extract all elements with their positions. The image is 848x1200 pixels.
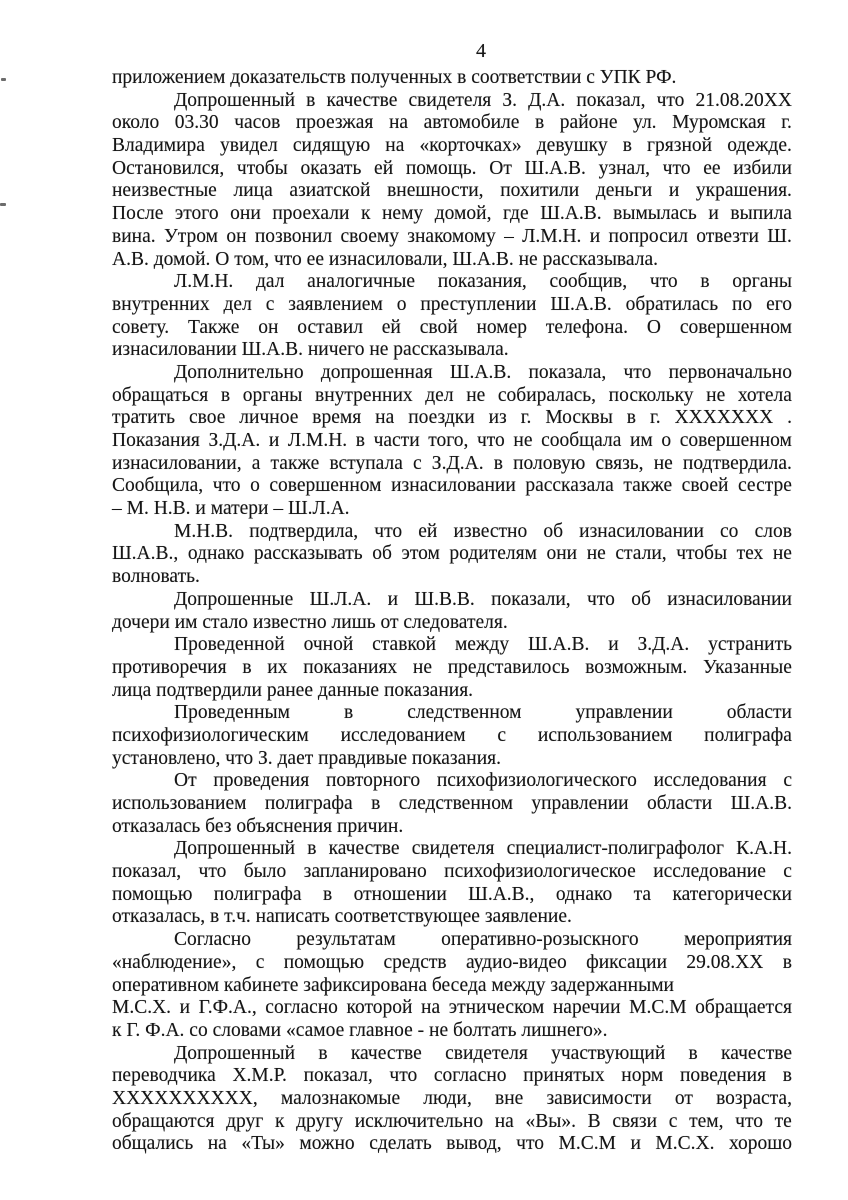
paragraph — [112, 838, 792, 929]
text-line: Сообщила, что о совершенном изнасиловании рассказала также своей сестре — [112, 475, 792, 497]
text-line: обращаются друг к другу исключительно на «Вы». В связи с тем, что те — [112, 1110, 792, 1132]
text-line: После этого они проехали к нему домой, где Ш.А.В. вымылась и выпила — [112, 203, 792, 225]
text-line: ХХХХХХХХХХ, малознакомые люди, вне зависимости от возраста, — [112, 1087, 792, 1109]
text-line: изнасиловании, а также вступала с З.Д.А. в половую связь, не подтвердила. — [112, 452, 792, 474]
text-line: Владимира увидел сидящую на «корточках» девушку в грязной одежде. — [112, 135, 792, 157]
text-line: обращаться в органы внутренних дел не собиралась, поскольку не хотела — [112, 384, 792, 406]
text-line: отказалась без объяснения причин. — [112, 815, 404, 837]
paragraph — [112, 67, 792, 90]
paragraph — [112, 271, 792, 362]
text-line: Допрошенный в качестве свидетеля З. Д.А. показал, что 21.08.20ХХ — [174, 89, 792, 111]
text-line: около 03.30 часов проезжая на автомобиле в районе ул. Муромская г. — [112, 112, 792, 134]
text-line: лица подтвердили ранее данные показания. — [112, 679, 474, 701]
text-line: Л.М.Н. дал аналогичные показания, сообщив, что в органы — [174, 271, 792, 293]
text-line: Допрошенные Ш.Л.А. и Ш.В.В. показали, что об изнасиловании — [174, 588, 792, 610]
text-line: Проведенным в следственном управлении области — [174, 702, 792, 724]
text-line: тратить свое личное время на поездки из г. Москвы в г. ХХХХХХХ . — [112, 407, 792, 429]
text-line: переводчика Х.М.Р. показал, что согласно принятых норм поведения в — [112, 1065, 792, 1087]
text-line: волновать. — [112, 566, 200, 588]
text-line: показал, что было запланировано психофизиологическое исследование с — [112, 861, 792, 883]
paragraph — [112, 702, 792, 770]
text-line: А.В. домой. О том, что ее изнасиловали, Ш.А.В. не рассказывала. — [112, 248, 658, 270]
text-line: психофизиологическим исследованием с использованием полиграфа — [112, 724, 792, 746]
page-number — [112, 40, 792, 63]
text-line: Ш.А.В., однако рассказывать об этом родителям они не стали, чтобы тех не — [112, 543, 792, 565]
text-line: внутренних дел с заявлением о преступлении Ш.А.В. обратилась по его — [112, 293, 792, 315]
paragraph — [112, 770, 792, 838]
text-line: изнасиловании Ш.А.В. ничего не рассказывала. — [112, 339, 509, 361]
text-line: Допрошенный в качестве свидетеля участвующий в качестве — [174, 1042, 792, 1064]
text-line: М.С.Х. и Г.Ф.А., согласно которой на этническом наречии М.С.М обращается — [112, 997, 792, 1019]
text-line: Дополнительно допрошенная Ш.А.В. показала, что первоначально — [174, 361, 792, 383]
text-line: установлено, что З. дает правдивые показания. — [112, 747, 501, 769]
paragraph — [112, 634, 792, 702]
text-line: М.Н.В. подтвердила, что ей известно об изнасиловании со слов — [174, 520, 792, 542]
text-line: Проведенной очной ставкой между Ш.А.В. и З.Д.А. устранить — [174, 634, 792, 656]
text-line: к Г. Ф.А. со словами «самое главное - не болтать лишнего». — [112, 1019, 608, 1041]
paragraph — [112, 521, 792, 589]
paragraph — [112, 589, 792, 634]
text-line: совету. Также он оставил ей свой номер телефона. О совершенном — [112, 316, 792, 338]
scan-speck — [0, 203, 6, 206]
paragraph — [112, 90, 792, 272]
text-line: общались на «Ты» можно сделать вывод, что М.С.М и М.С.Х. хорошо — [112, 1133, 792, 1155]
text-line: Согласно результатам оперативно-розыскного мероприятия — [174, 929, 792, 951]
paragraph — [112, 929, 792, 1042]
text-line: «наблюдение», с помощью средств аудио-видео фиксации 29.08.ХХ в — [112, 951, 792, 973]
paragraph — [112, 1043, 792, 1156]
text-line: вина. Утром он позвонил своему знакомому – Л.М.Н. и попросил отвезти Ш. — [112, 225, 792, 247]
text-line: От проведения повторного психофизиологического исследования с — [174, 770, 792, 792]
page-number-value: 4 — [476, 40, 486, 62]
text-line: помощью полиграфа в отношении Ш.А.В., однако та категорически — [112, 883, 792, 905]
text-line: неизвестные лица азиатской внешности, похитили деньги и украшения. — [112, 180, 792, 202]
text-line: приложением доказательств полученных в соответствии с УПК РФ. — [112, 67, 677, 88]
text-line: противоречия в их показаниях не представилось возможным. Указанные — [112, 656, 792, 678]
text-line: отказалась, в т.ч. написать соответствующее заявление. — [112, 906, 572, 928]
text-line: Остановился, чтобы оказать ей помощь. От Ш.А.В. узнал, что ее избили — [112, 157, 792, 179]
text-line: – М. Н.В. и матери – Ш.Л.А. — [112, 498, 350, 520]
text-line: Показания З.Д.А. и Л.М.Н. в части того, что не сообщала им о совершенном — [112, 430, 792, 451]
text-line: Допрошенный в качестве свидетеля специалист-полиграфолог К.А.Н. — [174, 838, 792, 860]
document-body — [112, 67, 792, 1156]
text-line: дочери им стало известно лишь от следователя. — [112, 611, 508, 633]
text-line: оперативном кабинете зафиксирована беседа между задержанными — [112, 974, 674, 996]
text-line: использованием полиграфа в следственном управлении области Ш.А.В. — [112, 793, 792, 814]
paragraph — [112, 362, 792, 521]
scan-speck — [1, 78, 6, 81]
